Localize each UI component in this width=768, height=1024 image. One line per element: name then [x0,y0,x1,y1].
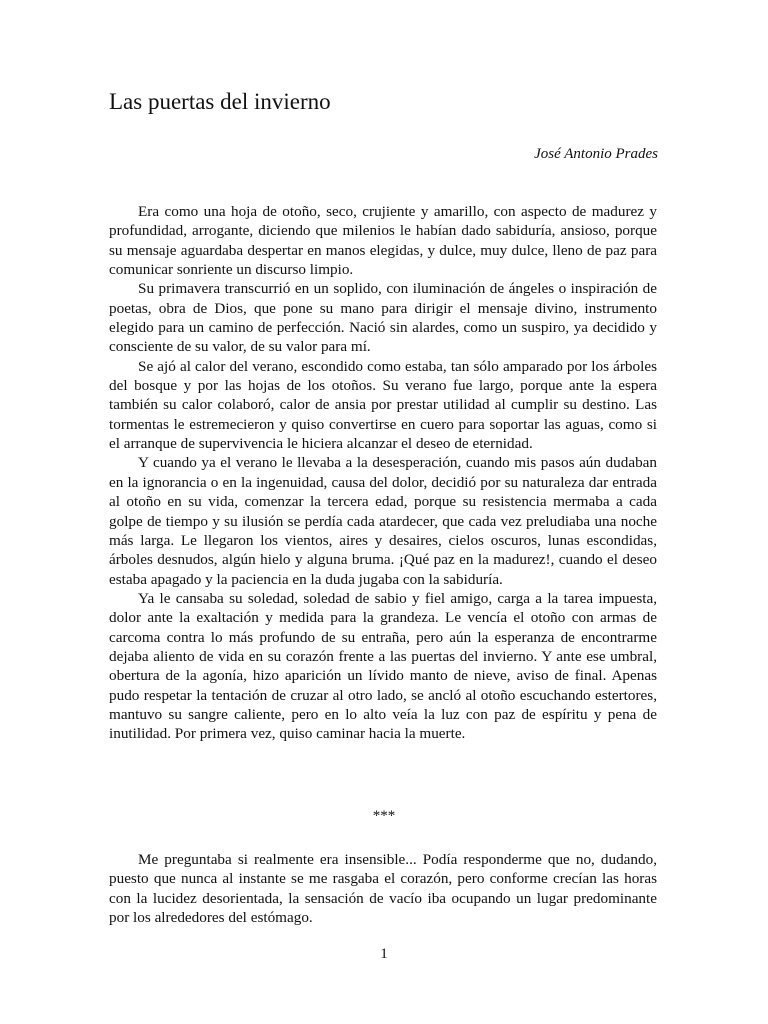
page-number: 1 [380,946,388,962]
body-text-continued [109,850,657,927]
paragraph: Era como una hoja de otoño, seco, crujiente y amarillo, con aspecto de madurez y profundidad, arrogante, diciendo que milenios le habían dado sabiduría, ansioso, porque su mensaje aguardaba despertar en manos elegidas, y dulce, muy dulce, lleno de paz para comunicar sonriente un discurso limpio. [109,203,657,279]
paragraph: Su primavera transcurrió en un soplido, con iluminación de ángeles o inspiración de poetas, obra de Dios, que pone su mano para dirigir el mensaje divino, instrumento elegido para un camino de perfección. Nació sin alardes, como un suspiro, ya decidido y consciente de su valor, de su valor para mí. [109,280,657,356]
author-name: José Antonio Prades [534,146,658,162]
section-separator: *** [372,808,396,824]
document-title: Las puertas del invierno [109,89,331,114]
body-text [109,202,657,744]
paragraph: Se ajó al calor del verano, escondido como estaba, tan sólo amparado por los árboles del bosque y por las hojas de los otoños. Su verano fue largo, porque ante la espera también su calor colaboró, calor de ansia por prestar utilidad al cumplir su destino. Las tormentas le estremecieron y quiso convertirse en cuero para soportar las aguas, como si el arranque de supervivencia le hiciera alcanzar el deseo de eternidad. [109,357,657,453]
paragraph: Me preguntaba si realmente era insensible... Podía responderme que no, dudando, puesto que nunca al instante se me rasgaba el corazón, pero conforme crecían las horas con la lucidez desorientada, la sensación de vacío iba ocupando un lugar predominante por los alrededores del estómago. [109,851,657,927]
paragraph: Y cuando ya el verano le llevaba a la desesperación, cuando mis pasos aún dudaban en la ignorancia o en la ingenuidad, causa del dolor, decidió por su naturaleza dar entrada al otoño en su vida, comenzar la tercera edad, porque su resistencia mermaba a cada golpe de tiempo y su ilusión se perdía cada atardecer, que cada vez preludiaba una noche más larga. Le llegaron los vientos, aires y desaires, cielos oscuros, lunas escondidas, árboles desnudos, algún hielo y alguna bruma. ¡Qué paz en la madurez!, cuando el deseo estaba apagado y la paciencia en la duda jugaba con la sabiduría. [109,454,657,588]
paragraph: Ya le cansaba su soledad, soledad de sabio y fiel amigo, carga a la tarea impuesta, dolor ante la exaltación y medida para la grandeza. Le vencía el otoño con armas de carcoma contra lo más profundo de su entraña, pero aún la esperanza de encontrarme dejaba aliento de vida en su corazón frente a las puertas del invierno. Y ante ese umbral, obertura de la agonía, hizo aparición un lívido manto de nieve, aviso de final. Apenas pudo respetar la tentación de cruzar al otro lado, se ancló al otoño escuchando estertores, mantuvo su sangre caliente, pero en lo alto veía la luz con paz de espíritu y pena de inutilidad. Por primera vez, quiso caminar hacia la muerte. [109,589,657,743]
